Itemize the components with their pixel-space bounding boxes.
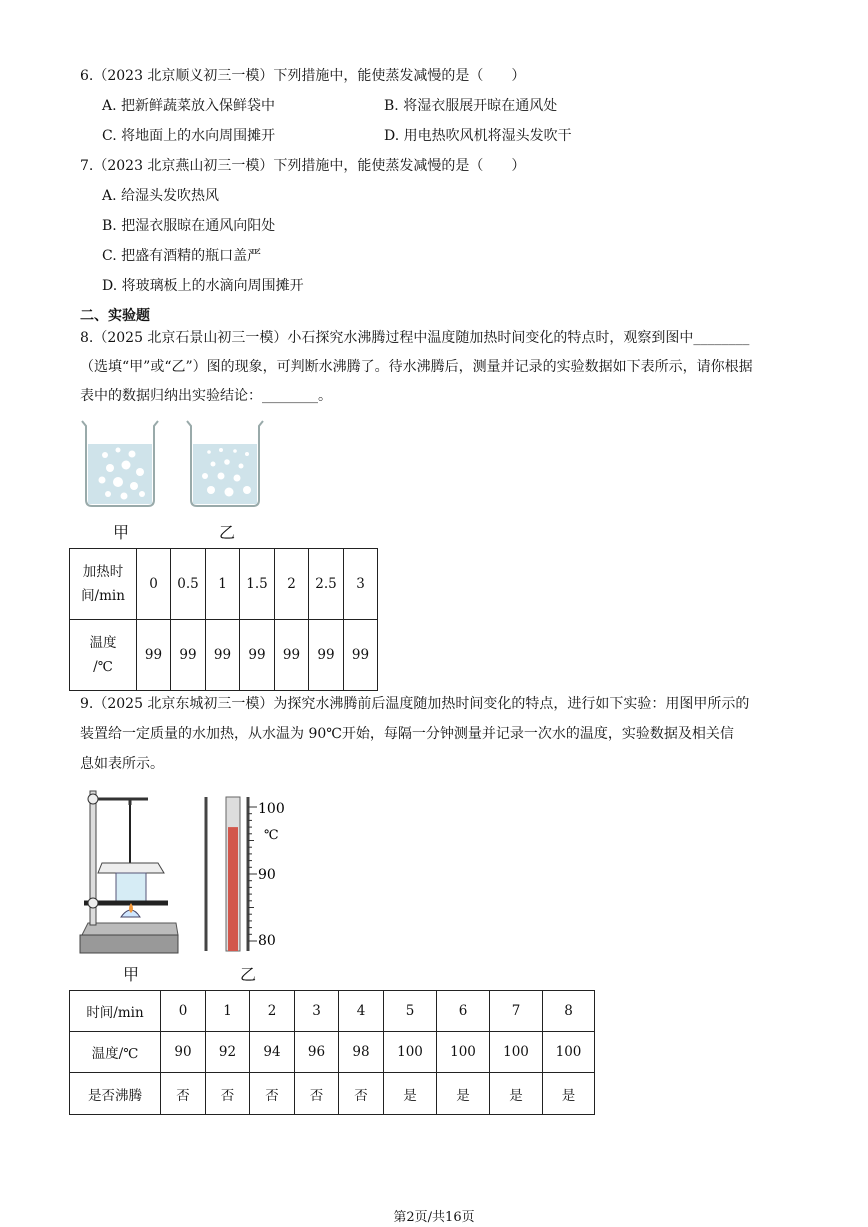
table-header-cell: 温度/℃ [70, 1032, 161, 1073]
table-cell: 是 [490, 1073, 543, 1115]
table-cell: 是 [543, 1073, 595, 1115]
table-cell: 否 [250, 1073, 295, 1115]
q9-data-table [69, 990, 595, 1115]
table-cell: 99 [171, 620, 206, 691]
thermometer-figure [200, 795, 292, 955]
page-number-footer: 第2页/共16页 [393, 1210, 475, 1225]
table-cell: 100 [384, 1032, 437, 1073]
table-cell: 5 [384, 991, 437, 1032]
q9-line2: 装置给一定质量的水加热，从水温为 90℃开始，每隔一分钟测量并记录一次水的温度，实验数据及相关信 [80, 726, 734, 742]
temp-label-part1: 温度 [89, 635, 117, 651]
table-cell: 2 [250, 991, 295, 1032]
time-label-part1: 加热时 [82, 564, 124, 580]
table-cell: 96 [295, 1032, 339, 1073]
table-row [70, 1032, 595, 1073]
table-header-cell: 时间/min [70, 991, 161, 1032]
table-header-cell [70, 620, 137, 691]
table-row [70, 991, 595, 1032]
scale-label-90: 90 [258, 867, 276, 883]
table-cell: 94 [250, 1032, 295, 1073]
table-cell: 92 [206, 1032, 250, 1073]
time-label-part2: 间/min [81, 588, 125, 604]
table-cell: 3 [295, 991, 339, 1032]
q6-option-c: C. 将地面上的水向周围摊开 [102, 128, 276, 144]
beaker-jia [82, 421, 158, 506]
table-cell: 2 [275, 549, 309, 620]
table-cell: 否 [206, 1073, 250, 1115]
table-row [70, 549, 378, 620]
table-cell: 90 [161, 1032, 206, 1073]
q9-figure-yi-caption: 乙 [240, 965, 257, 984]
q6-option-a: A. 把新鲜蔬菜放入保鲜袋中 [102, 98, 276, 114]
q9-figure-jia-caption: 甲 [123, 965, 140, 984]
table-cell: 3 [344, 549, 378, 620]
table-cell: 0 [137, 549, 171, 620]
q7-option-b: B. 把湿衣服晾在通风向阳处 [102, 218, 276, 234]
table-header-cell [70, 549, 137, 620]
table-cell: 否 [295, 1073, 339, 1115]
table-cell: 否 [339, 1073, 384, 1115]
table-cell: 1.5 [240, 549, 275, 620]
table-cell: 是 [437, 1073, 490, 1115]
table-cell: 否 [161, 1073, 206, 1115]
table-header-cell: 是否沸腾 [70, 1073, 161, 1115]
q6-stem: 6.（2023 北京顺义初三一模）下列措施中，能使蒸发减慢的是（ ） [80, 68, 526, 84]
table-cell: 0 [161, 991, 206, 1032]
table-cell: 4 [339, 991, 384, 1032]
table-cell: 1 [206, 991, 250, 1032]
q6-option-d: D. 用电热吹风机将湿头发吹干 [384, 128, 572, 144]
beaker-yi [187, 421, 263, 506]
table-cell: 6 [437, 991, 490, 1032]
q7-stem: 7.（2023 北京燕山初三一模）下列措施中，能使蒸发减慢的是（ ） [80, 158, 526, 174]
scale-label-80: 80 [258, 933, 276, 949]
table-cell: 7 [490, 991, 543, 1032]
q7-option-d: D. 将玻璃板上的水滴向周围摊开 [102, 278, 304, 294]
table-cell: 2.5 [309, 549, 344, 620]
q7-option-c: C. 把盛有酒精的瓶口盖严 [102, 248, 262, 264]
temp-label-part2: /℃ [93, 659, 113, 675]
table-cell: 99 [309, 620, 344, 691]
q8-data-table [69, 548, 378, 691]
table-cell: 100 [543, 1032, 595, 1073]
scale-unit-label: ℃ [264, 828, 279, 843]
beakers-figure [80, 416, 270, 511]
q7-option-a: A. 给湿头发吹热风 [102, 188, 220, 204]
q8-line3: 表中的数据归纳出实验结论：________。 [80, 388, 332, 404]
section-heading: 二、实验题 [80, 308, 150, 324]
q8-line2: （选填“甲”或“乙”）图的现象，可判断水沸腾了。待水沸腾后，测量并记录的实验数据如下表所示，请你根据 [80, 359, 753, 375]
thermometer-liquid-column [228, 827, 238, 951]
table-cell: 1 [206, 549, 240, 620]
table-row [70, 620, 378, 691]
table-row [70, 1073, 595, 1115]
table-cell: 99 [206, 620, 240, 691]
q9-line1: 9.（2025 北京东城初三一模）为探究水沸腾前后温度随加热时间变化的特点，进行如下实验：用图甲所示的 [80, 696, 750, 712]
table-cell: 是 [384, 1073, 437, 1115]
q8-line1: 8.（2025 北京石景山初三一模）小石探究水沸腾过程中温度随加热时间变化的特点时，观察到图中________ [80, 330, 750, 346]
q8-figure-jia-caption: 甲 [113, 523, 130, 542]
scale-label-100: 100 [258, 801, 285, 817]
q6-option-b: B. 将湿衣服展开晾在通风处 [384, 98, 558, 114]
thermometer-scale [248, 807, 257, 941]
table-cell: 0.5 [171, 549, 206, 620]
table-cell: 99 [275, 620, 309, 691]
q8-figure-yi-caption: 乙 [219, 523, 236, 542]
table-cell: 100 [490, 1032, 543, 1073]
boiling-apparatus-figure [78, 785, 182, 957]
table-cell: 8 [543, 991, 595, 1032]
table-cell: 99 [137, 620, 171, 691]
table-cell: 99 [344, 620, 378, 691]
table-cell: 99 [240, 620, 275, 691]
table-cell: 98 [339, 1032, 384, 1073]
q9-line3: 息如表所示。 [80, 756, 164, 772]
table-cell: 100 [437, 1032, 490, 1073]
